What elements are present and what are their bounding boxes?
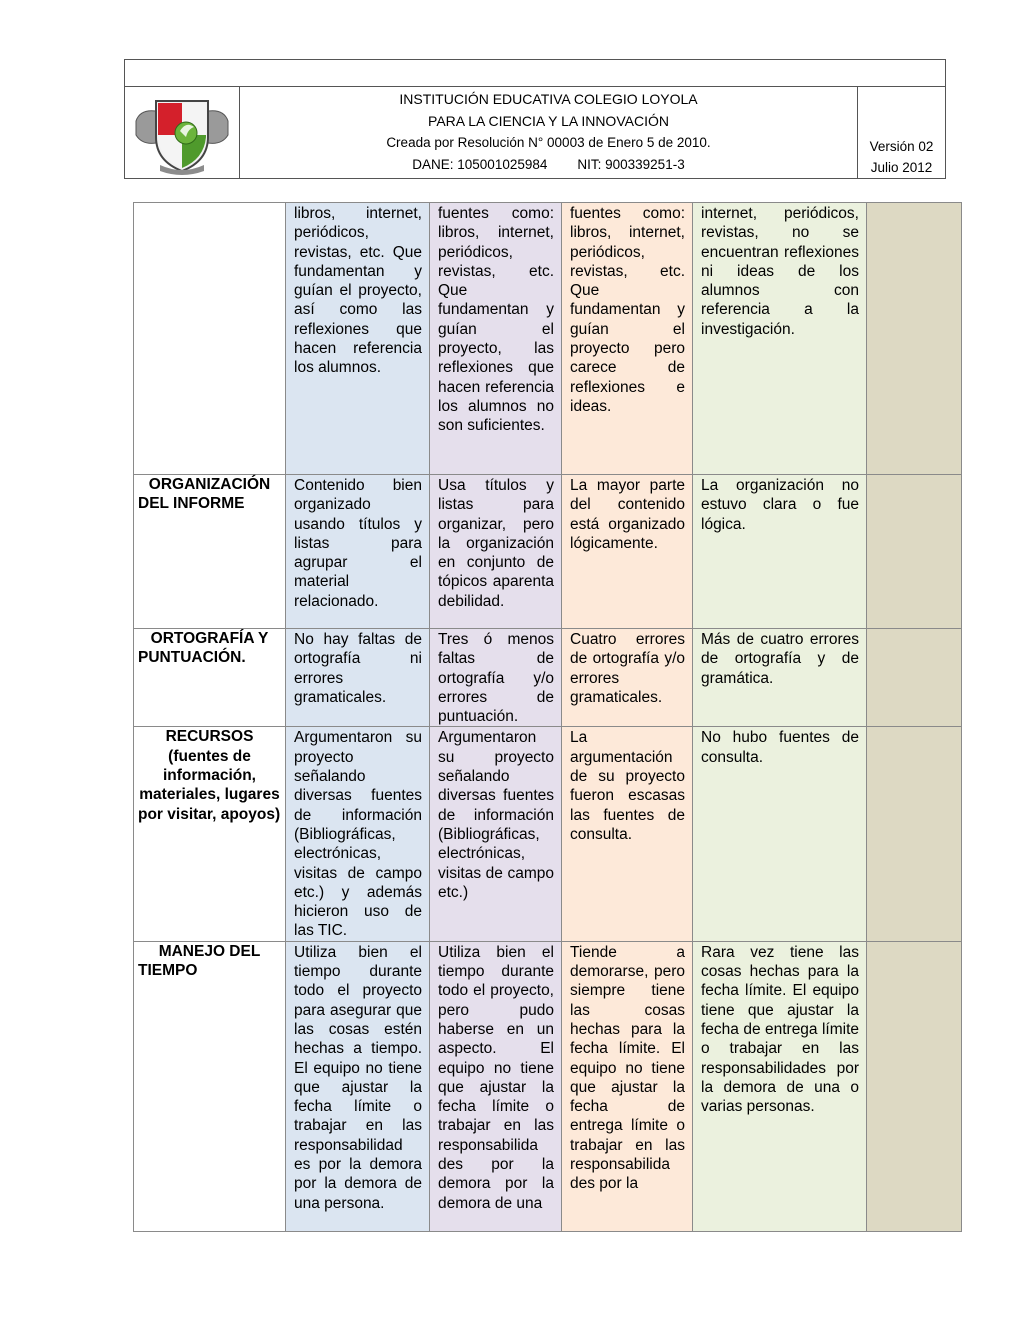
level-3-cell: fuentes como: libros, internet, periódicos, revistas, etc. Que fundamentan y guían el proyecto pero carece de reflexiones e ideas. bbox=[562, 203, 693, 475]
school-crest-icon bbox=[130, 91, 234, 175]
criterion-cell: RECURSOS (fuentes de información, materiales, lugares por visitar, apoyos) bbox=[134, 727, 286, 941]
level-4-cell: No hubo fuentes de consulta. bbox=[693, 727, 867, 941]
table-row bbox=[134, 727, 962, 941]
level-1-cell: Utiliza bien el tiempo durante todo el proyecto para asegurar que las cosas estén hechas a tiempo. El equipo no tiene que ajustar la fecha límite o trabajar en las responsabilidad es por la demora por la demora de una persona. bbox=[286, 941, 430, 1231]
level-3-cell: La mayor parte del contenido está organizado lógicamente. bbox=[562, 475, 693, 629]
level-4-cell: Rara vez tiene las cosas hechas para la fecha límite. El equipo tiene que ajustar la fecha de entrega límite o trabajar en las responsabilidades por la demora de una o varias personas. bbox=[693, 941, 867, 1231]
level-1-cell: No hay faltas de ortografía ni errores gramaticales. bbox=[286, 629, 430, 727]
school-logo bbox=[125, 87, 240, 179]
level-1-cell: Contenido bien organizado usando títulos y listas para agrupar el material relacionado. bbox=[286, 475, 430, 629]
level-4-cell: La organización no estuvo clara o fue lógica. bbox=[693, 475, 867, 629]
level-2-cell: Tres ó menos faltas de ortografía y/o errores de puntuación. bbox=[430, 629, 562, 727]
level-4-cell: Más de cuatro errores de ortografía y de gramática. bbox=[693, 629, 867, 727]
document-header bbox=[124, 59, 946, 179]
document-version bbox=[857, 87, 945, 179]
score-cell bbox=[867, 941, 962, 1231]
table-row bbox=[134, 475, 962, 629]
level-2-cell: fuentes como: libros, internet, periódicos, revistas, etc. Que fundamentan y guían el proyecto, las reflexiones que hacen referencia los alumnos no son suficientes. bbox=[430, 203, 562, 475]
level-1-cell: libros, internet, periódicos, revistas, etc. Que fundamentan y guían el proyecto, así como las reflexiones que hacen referencia los alumnos. bbox=[286, 203, 430, 475]
level-3-cell: Cuatro errores de ortografía y/o errores gramaticales. bbox=[562, 629, 693, 727]
institution-info bbox=[240, 87, 857, 179]
level-3-cell: Tiende a demorarse, pero siempre tiene las cosas hechas para la fecha límite. El equipo no tiene que ajustar la fecha de entrega límite o trabajar en las responsabilida des por la bbox=[562, 941, 693, 1231]
institution-name: INSTITUCIÓN EDUCATIVA COLEGIO LOYOLA bbox=[399, 91, 698, 107]
rubric-table bbox=[133, 202, 962, 1232]
institution-resolution: Creada por Resolución N° 00003 de Enero 5 de 2010. bbox=[386, 135, 711, 150]
table-row bbox=[134, 629, 962, 727]
institution-motto: PARA LA CIENCIA Y LA INNOVACIÓN bbox=[428, 112, 669, 129]
version-label: Versión 02 bbox=[869, 139, 934, 154]
criterion-cell: ORGANIZACIÓN DEL INFORME bbox=[134, 475, 286, 629]
level-3-cell: La argumentación de su proyecto fueron escasas las fuentes de consulta. bbox=[562, 727, 693, 941]
score-cell bbox=[867, 475, 962, 629]
table-row bbox=[134, 203, 962, 475]
score-cell bbox=[867, 203, 962, 475]
level-4-cell: internet, periódicos, revistas, no se encuentran reflexiones ni ideas de los alumnos con referencia a la investigación. bbox=[693, 203, 867, 475]
table-row bbox=[134, 941, 962, 1231]
criterion-cell: ORTOGRAFÍA Y PUNTUACIÓN. bbox=[134, 629, 286, 727]
criterion-cell bbox=[134, 203, 286, 475]
score-cell bbox=[867, 727, 962, 941]
criterion-cell: MANEJO DEL TIEMPO bbox=[134, 941, 286, 1231]
level-2-cell: Usa títulos y listas para organizar, pero la organización en conjunto de tópicos aparenta debilidad. bbox=[430, 475, 562, 629]
level-1-cell: Argumentaron su proyecto señalando diversas fuentes de información (Bibliográficas, electrónicas, visitas de campo etc.) y además hicieron uso de las TIC. bbox=[286, 727, 430, 941]
level-2-cell: Argumentaron su proyecto señalando diversas fuentes de información (Bibliográficas, electrónicas, visitas de campo etc.) bbox=[430, 727, 562, 941]
institution-codes: DANE: 105001025984 NIT: 900339251-3 bbox=[412, 156, 685, 172]
level-2-cell: Utiliza bien el tiempo durante todo el proyecto, pero pudo haberse en un aspecto. El equipo no tiene que ajustar la fecha límite o trabajar en las responsabilida des por la demora por la demora de una bbox=[430, 941, 562, 1231]
score-cell bbox=[867, 629, 962, 727]
version-date: Julio 2012 bbox=[870, 160, 933, 175]
header-top-row bbox=[125, 60, 945, 87]
